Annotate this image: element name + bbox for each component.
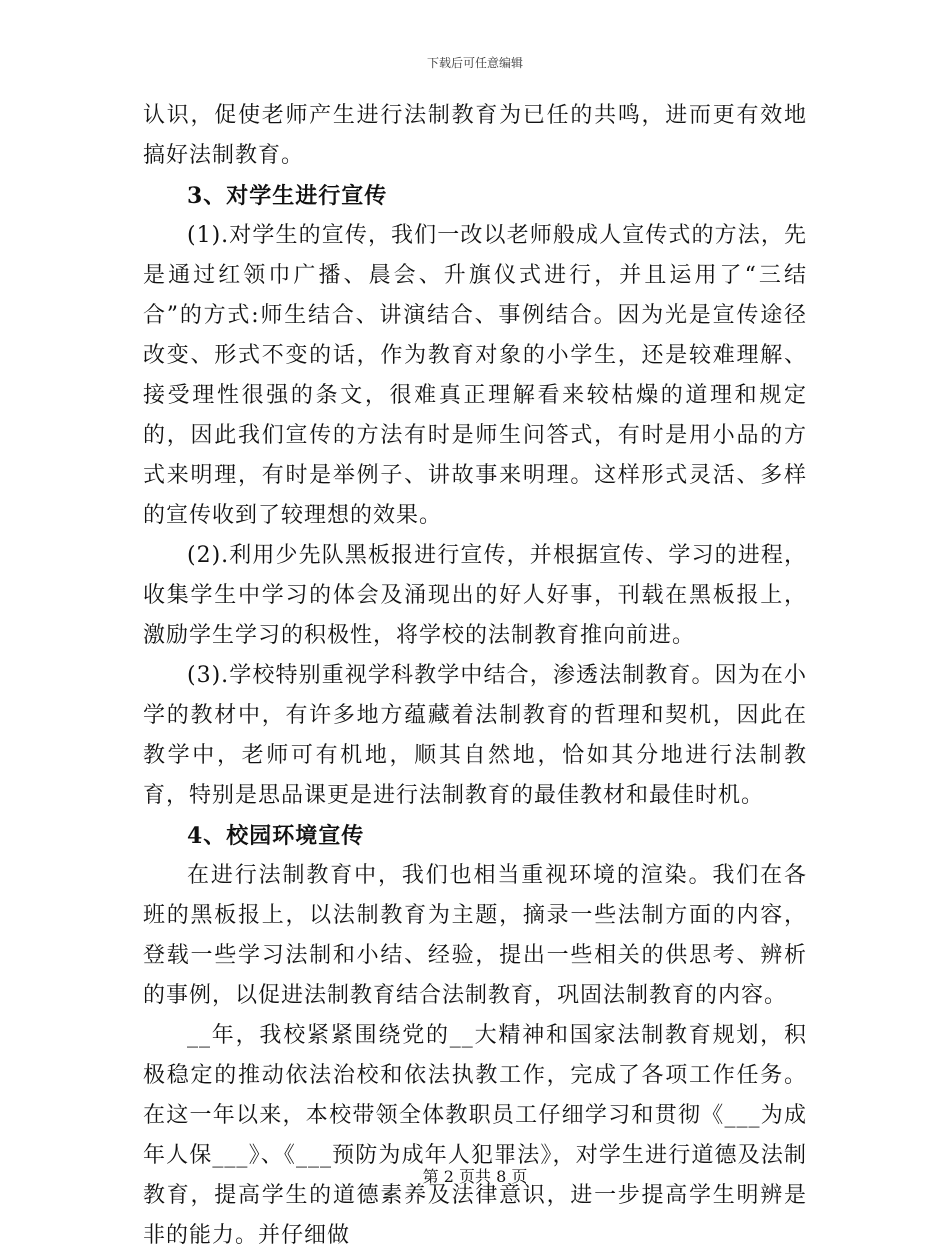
paragraph-item-2: (2).利用少先队黑板报进行宣传，并根据宣传、学习的进程，收集学生中学习的体会及涌现出的好人好事，刊载在黑板报上，激励学生学习的积极性，将学校的法制教育推向前进。 (143, 543, 807, 648)
section-heading-3: 3、对学生进行宣传 (187, 183, 388, 209)
paragraph-item-3: (3).学校特别重视学科教学中结合，渗透法制教育。因为在小学的教材中，有许多地方蕴藏着法制教育的哲理和契机，因此在教学中，老师可有机地，顺其自然地，恰如其分地进行法制教育，特别是思品课更是进行法制教育的最佳教材和最佳时机。 (143, 663, 807, 808)
paragraph-summary: __年，我校紧紧围绕党的__大精神和国家法制教育规划，积极稳定的推动依法治校和依法执教工作，完成了各项工作任务。在这一年以来，本校带领全体教职员工仔细学习和贯彻《___为成年人保___》、《___预防为成年人犯罪法》，对学生进行道德及法制教育，提高学生的道德素养及法律意识，进一步提高学生明辨是非的能力。并仔细做 (143, 1023, 807, 1248)
section-heading-4: 4、校园环境宣传 (187, 823, 365, 849)
paragraph-continuation: 认识，促使老师产生进行法制教育为已任的共鸣，进而更有效地搞好法制教育。 (143, 103, 807, 168)
paragraph-environment: 在进行法制教育中，我们也相当重视环境的渲染。我们在各班的黑板报上，以法制教育为主题，摘录一些法制方面的内容，登载一些学习法制和小结、经验，提出一些相关的供思考、辨析的事例，以促进法制教育结合法制教育，巩固法制教育的内容。 (143, 863, 807, 1008)
page-header: 下载后可任意编辑 (426, 56, 523, 70)
page-number: 第 2 页共 8 页 (422, 1167, 528, 1186)
paragraph-item-1: (1).对学生的宣传，我们一改以老师般成人宣传式的方法，先是通过红领巾广播、晨会、升旗仪式进行，并且运用了“三结合”的方式:师生结合、讲演结合、事例结合。因为光是宣传途径改变、形式不变的话，作为教育对象的小学生，还是较难理解、接受理性很强的条文，很难真正理解看来较枯燥的道理和规定的，因此我们宣传的方法有时是师生问答式，有时是用小品的方式来明理，有时是举例子、讲故事来明理。这样形式灵活、多样的宣传收到了较理想的效果。 (143, 223, 807, 528)
document-body (143, 96, 807, 1256)
